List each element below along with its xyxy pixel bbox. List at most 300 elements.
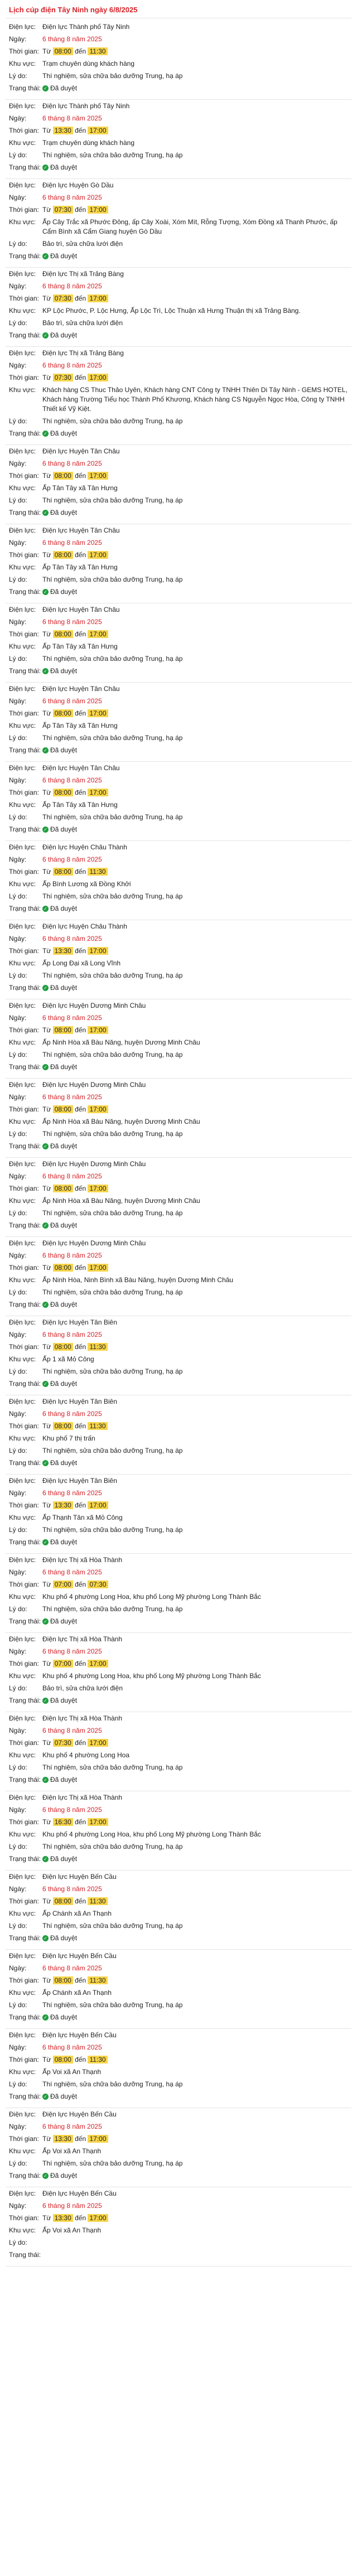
ngay-value: 6 tháng 8 năm 2025 — [42, 1331, 102, 1338]
status-text: Đã duyệt — [50, 84, 78, 92]
khu-vuc-value: Khu phố 4 phường Long Hoa, khu phố Long Mỹ phường Long Thành Bắc — [42, 1672, 261, 1680]
khu-vuc-value: Ấp Thạnh Tân xã Mỏ Công — [42, 1514, 123, 1521]
time-from: 13:30 — [53, 2135, 73, 2143]
row-ngay — [9, 1013, 348, 1023]
den-label: đến — [75, 2135, 86, 2143]
check-circle-icon: ✓ — [42, 1698, 49, 1704]
ly-do-label: Lý do: — [9, 1684, 27, 1692]
row-ly-do — [9, 1050, 348, 1060]
den-label: đến — [75, 472, 86, 480]
ly-do-value: Thí nghiệm, sửa chữa bảo dưỡng Trung, hạ áp — [42, 72, 183, 80]
check-circle-icon: ✓ — [42, 1302, 49, 1308]
ly-do-label: Lý do: — [9, 892, 27, 900]
row-dien-luc — [9, 1239, 348, 1248]
thoi-gian-label: Thời gian: — [9, 2214, 39, 2222]
thoi-gian-label: Thời gian: — [9, 472, 39, 480]
thoi-gian-value — [42, 867, 348, 877]
den-label: đến — [75, 1105, 86, 1113]
outage-record — [6, 841, 351, 920]
outage-record — [6, 1079, 351, 1158]
time-from: 07:30 — [53, 1739, 73, 1747]
ly-do-value: Thí nghiệm, sửa chữa bảo dưỡng Trung, hạ áp — [42, 1922, 183, 1930]
dien-luc-value: Điện lực Thành phố Tây Ninh — [42, 23, 130, 31]
row-trang-thai — [9, 252, 348, 261]
den-label: đến — [75, 551, 86, 559]
row-dien-luc — [9, 1080, 348, 1090]
row-trang-thai — [9, 163, 348, 172]
outage-record — [6, 1633, 351, 1712]
dien-luc-label: Điện lực: — [9, 685, 36, 693]
check-circle-icon: ✓ — [42, 747, 49, 753]
thoi-gian-label: Thời gian: — [9, 1026, 39, 1034]
status-text: Đã duyệt — [50, 905, 78, 912]
row-khu-vuc — [9, 1988, 348, 1998]
status-text: Đã duyệt — [50, 825, 78, 833]
check-circle-icon: ✓ — [42, 1935, 49, 1941]
thoi-gian-value — [42, 1105, 348, 1114]
ly-do-label: Lý do: — [9, 1130, 27, 1138]
time-from: 13:30 — [53, 127, 73, 134]
ngay-value: 6 tháng 8 năm 2025 — [42, 1806, 102, 1814]
tu-label: Từ — [42, 947, 51, 955]
row-ly-do — [9, 1209, 348, 1218]
row-khu-vuc — [9, 484, 348, 493]
tu-label: Từ — [42, 206, 51, 214]
status-badge — [42, 429, 348, 438]
ly-do-label: Lý do: — [9, 734, 27, 742]
ly-do-value: Thí nghiệm, sửa chữa bảo dưỡng Trung, hạ áp — [42, 972, 183, 979]
time-to: 11:30 — [88, 47, 107, 55]
row-khu-vuc — [9, 218, 348, 236]
dien-luc-label: Điện lực: — [9, 1239, 36, 1247]
row-khu-vuc — [9, 1592, 348, 1602]
thoi-gian-value — [42, 1818, 348, 1827]
den-label: đến — [75, 127, 86, 134]
time-from: 08:00 — [53, 1264, 73, 1272]
trang-thai-label: Trạng thái: — [9, 1301, 41, 1308]
ngay-value: 6 tháng 8 năm 2025 — [42, 460, 102, 467]
check-circle-icon: ✓ — [42, 85, 49, 91]
time-to: 11:30 — [88, 1897, 107, 1905]
ngay-label: Ngày: — [9, 1014, 27, 1022]
check-circle-icon: ✓ — [42, 2094, 49, 2100]
outage-record — [6, 1871, 351, 1950]
row-thoi-gian — [9, 1263, 348, 1273]
check-circle-icon: ✓ — [42, 1539, 49, 1545]
check-circle-icon: ✓ — [42, 1143, 49, 1149]
ly-do-value: Thí nghiệm, sửa chữa bảo dưỡng Trung, hạ áp — [42, 1447, 183, 1454]
time-to: 11:30 — [88, 1422, 107, 1430]
check-circle-icon: ✓ — [42, 1460, 49, 1466]
row-dien-luc — [9, 1001, 348, 1011]
khu-vuc-label: Khu vực: — [9, 1672, 36, 1680]
khu-vuc-label: Khu vực: — [9, 1751, 36, 1759]
outage-record — [6, 2029, 351, 2108]
khu-vuc-value: Khu phố 4 phường Long Hoa, khu phố Long Mỹ phường Long Thành Bắc — [42, 1593, 261, 1601]
ly-do-value: Thí nghiệm, sửa chữa bảo dưỡng Trung, hạ áp — [42, 2080, 183, 2088]
check-circle-icon: ✓ — [42, 1618, 49, 1625]
row-trang-thai — [9, 746, 348, 755]
trang-thai-label: Trạng thái: — [9, 1142, 41, 1150]
thoi-gian-label: Thời gian: — [9, 127, 39, 134]
time-from: 13:30 — [53, 947, 73, 955]
dien-luc-value: Điện lực Huyện Tân Châu — [42, 447, 120, 455]
row-ly-do — [9, 1921, 348, 1931]
time-from: 07:30 — [53, 374, 73, 381]
thoi-gian-value — [42, 1738, 348, 1748]
time-to: 17:00 — [88, 294, 108, 302]
ly-do-value: Bảo trì, sửa chữa lưới điện — [42, 319, 123, 327]
ly-do-label: Lý do: — [9, 417, 27, 425]
thoi-gian-label: Thời gian: — [9, 1264, 39, 1272]
outage-record — [6, 603, 351, 683]
row-ly-do — [9, 1288, 348, 1297]
status-text: Đã duyệt — [50, 1301, 78, 1308]
thoi-gian-value — [42, 1897, 348, 1906]
ngay-value: 6 tháng 8 năm 2025 — [42, 856, 102, 863]
ngay-value: 6 tháng 8 năm 2025 — [42, 1489, 102, 1497]
trang-thai-label: Trạng thái: — [9, 1380, 41, 1388]
tu-label: Từ — [42, 1897, 51, 1905]
dien-luc-label: Điện lực: — [9, 1873, 36, 1881]
outage-record — [6, 920, 351, 999]
status-badge — [42, 1854, 348, 1864]
khu-vuc-label: Khu vực: — [9, 722, 36, 729]
status-text: Đã duyệt — [50, 331, 78, 339]
status-badge — [42, 1221, 348, 1230]
ngay-value: 6 tháng 8 năm 2025 — [42, 1727, 102, 1734]
row-ngay — [9, 1488, 348, 1498]
trang-thai-label: Trạng thái: — [9, 984, 41, 992]
row-trang-thai — [9, 1221, 348, 1230]
ngay-label: Ngày: — [9, 1251, 27, 1259]
check-circle-icon: ✓ — [42, 332, 49, 339]
row-thoi-gian — [9, 709, 348, 718]
row-khu-vuc — [9, 2226, 348, 2235]
row-thoi-gian — [9, 1342, 348, 1352]
dien-luc-value: Điện lực Thị xã Trảng Bàng — [42, 349, 124, 357]
row-khu-vuc — [9, 721, 348, 731]
ly-do-label: Lý do: — [9, 240, 27, 248]
khu-vuc-value: Ấp Tân Tây xã Tân Hưng — [42, 484, 118, 492]
status-text: Đã duyệt — [50, 1459, 78, 1467]
tu-label: Từ — [42, 2056, 51, 2063]
ngay-value: 6 tháng 8 năm 2025 — [42, 1647, 102, 1655]
ngay-value: 6 tháng 8 năm 2025 — [42, 1410, 102, 1418]
ly-do-value: Thí nghiệm, sửa chữa bảo dưỡng Trung, hạ áp — [42, 2159, 183, 2167]
ly-do-label: Lý do: — [9, 496, 27, 504]
khu-vuc-label: Khu vực: — [9, 1276, 36, 1284]
khu-vuc-label: Khu vực: — [9, 139, 36, 147]
khu-vuc-label: Khu vực: — [9, 386, 36, 394]
trang-thai-label: Trạng thái: — [9, 1063, 41, 1071]
ngay-label: Ngày: — [9, 856, 27, 863]
ngay-value: 6 tháng 8 năm 2025 — [42, 935, 102, 943]
status-badge — [42, 2013, 348, 2022]
tu-label: Từ — [42, 294, 51, 302]
row-khu-vuc — [9, 138, 348, 148]
khu-vuc-value: Ấp Chánh xã An Thạnh — [42, 1910, 112, 1917]
thoi-gian-label: Thời gian: — [9, 630, 39, 638]
row-ly-do — [9, 1446, 348, 1456]
status-badge — [42, 1538, 348, 1547]
row-ngay — [9, 934, 348, 944]
time-to: 11:30 — [88, 2056, 107, 2063]
dien-luc-label: Điện lực: — [9, 1318, 36, 1326]
trang-thai-label: Trạng thái: — [9, 825, 41, 833]
status-badge — [42, 508, 348, 518]
dien-luc-value: Điện lực Huyện Bến Cầu — [42, 2110, 117, 2118]
time-to: 17:00 — [88, 1026, 108, 1034]
dien-luc-value: Điện lực Huyện Tân Châu — [42, 526, 120, 534]
ngay-label: Ngày: — [9, 539, 27, 547]
row-ngay — [9, 282, 348, 291]
row-ly-do — [9, 2080, 348, 2089]
ly-do-value: Thí nghiệm, sửa chữa bảo dưỡng Trung, hạ áp — [42, 655, 183, 663]
status-text: Đã duyệt — [50, 1063, 78, 1071]
row-ngay — [9, 114, 348, 123]
dien-luc-value: Điện lực Huyện Dương Minh Châu — [42, 1002, 146, 1009]
row-dien-luc — [9, 605, 348, 615]
thoi-gian-value — [42, 1659, 348, 1669]
row-trang-thai — [9, 825, 348, 834]
dien-luc-value: Điện lực Thị xã Hòa Thành — [42, 1714, 122, 1722]
time-from: 08:00 — [53, 2056, 73, 2063]
thoi-gian-label: Thời gian: — [9, 551, 39, 559]
khu-vuc-label: Khu vực: — [9, 1434, 36, 1442]
row-dien-luc — [9, 922, 348, 931]
dien-luc-label: Điện lực: — [9, 1002, 36, 1009]
row-ngay — [9, 1884, 348, 1894]
time-from: 08:00 — [53, 1105, 73, 1113]
status-text: Đã duyệt — [50, 1855, 78, 1863]
ngay-value: 6 tháng 8 năm 2025 — [42, 1014, 102, 1022]
time-to: 17:00 — [88, 1501, 108, 1509]
row-thoi-gian — [9, 1105, 348, 1114]
dien-luc-label: Điện lực: — [9, 1477, 36, 1485]
trang-thai-label: Trạng thái: — [9, 2013, 41, 2021]
khu-vuc-value: Ấp Voi xã An Thạnh — [42, 2226, 102, 2234]
thoi-gian-value — [42, 788, 348, 798]
check-circle-icon: ✓ — [42, 431, 49, 437]
den-label: đến — [75, 294, 86, 302]
row-dien-luc — [9, 2110, 348, 2119]
ngay-value: 6 tháng 8 năm 2025 — [42, 1093, 102, 1101]
den-label: đến — [75, 1026, 86, 1034]
tu-label: Từ — [42, 1026, 51, 1034]
den-label: đến — [75, 2214, 86, 2222]
thoi-gian-value — [42, 1026, 348, 1035]
status-text: Đã duyệt — [50, 1380, 78, 1388]
den-label: đến — [75, 789, 86, 796]
khu-vuc-label: Khu vực: — [9, 1514, 36, 1521]
status-badge — [42, 904, 348, 914]
row-thoi-gian — [9, 1818, 348, 1827]
dien-luc-label: Điện lực: — [9, 2031, 36, 2039]
status-badge — [42, 2092, 348, 2101]
row-khu-vuc — [9, 1751, 348, 1760]
ngay-label: Ngày: — [9, 1806, 27, 1814]
trang-thai-label: Trạng thái: — [9, 331, 41, 339]
dien-luc-label: Điện lực: — [9, 270, 36, 278]
tu-label: Từ — [42, 1739, 51, 1747]
trang-thai-label: Trạng thái: — [9, 1697, 41, 1704]
ngay-value: 6 tháng 8 năm 2025 — [42, 2202, 102, 2210]
row-dien-luc — [9, 2031, 348, 2040]
trang-thai-label: Trạng thái: — [9, 1617, 41, 1625]
status-text: Đã duyệt — [50, 1697, 78, 1704]
row-thoi-gian — [9, 1422, 348, 1431]
ly-do-value: Thí nghiệm, sửa chữa bảo dưỡng Trung, hạ áp — [42, 734, 183, 742]
row-khu-vuc — [9, 1434, 348, 1443]
khu-vuc-value: Ấp 1 xã Mỏ Công — [42, 1355, 94, 1363]
ly-do-value: Thí nghiệm, sửa chữa bảo dưỡng Trung, hạ áp — [42, 1605, 183, 1613]
row-thoi-gian — [9, 47, 348, 56]
trang-thai-label: Trạng thái: — [9, 84, 41, 92]
ly-do-value: Bảo trì, sửa chữa lưới điện — [42, 240, 123, 248]
ly-do-label: Lý do: — [9, 151, 27, 159]
trang-thai-label: Trạng thái: — [9, 2251, 41, 2259]
thoi-gian-value — [42, 709, 348, 718]
status-text: Đã duyệt — [50, 1538, 78, 1546]
row-dien-luc — [9, 1951, 348, 1961]
khu-vuc-label: Khu vực: — [9, 2068, 36, 2076]
row-khu-vuc — [9, 1275, 348, 1285]
khu-vuc-value: Trạm chuyên dùng khách hàng — [42, 60, 134, 67]
status-text: Đã duyệt — [50, 1934, 78, 1942]
ly-do-value: Thí nghiệm, sửa chữa bảo dưỡng Trung, hạ áp — [42, 813, 183, 821]
outage-record — [6, 2187, 351, 2266]
row-trang-thai — [9, 1300, 348, 1309]
tu-label: Từ — [42, 789, 51, 796]
time-to: 11:30 — [88, 868, 107, 876]
khu-vuc-label: Khu vực: — [9, 959, 36, 967]
check-circle-icon: ✓ — [42, 906, 49, 912]
ly-do-label: Lý do: — [9, 1605, 27, 1613]
row-ly-do — [9, 813, 348, 822]
check-circle-icon: ✓ — [42, 827, 49, 833]
khu-vuc-value: Ấp Long Đại xã Long Vĩnh — [42, 959, 121, 967]
den-label: đến — [75, 47, 86, 55]
thoi-gian-label: Thời gian: — [9, 206, 39, 214]
ly-do-label: Lý do: — [9, 2080, 27, 2088]
row-ngay — [9, 1251, 348, 1260]
time-to: 17:00 — [88, 789, 108, 796]
dien-luc-value: Điện lực Huyện Dương Minh Châu — [42, 1239, 146, 1247]
khu-vuc-value: Ấp Ninh Hòa xã Bàu Năng, huyện Dương Minh Châu — [42, 1038, 200, 1046]
row-ly-do — [9, 151, 348, 160]
row-dien-luc — [9, 349, 348, 358]
ngay-label: Ngày: — [9, 1331, 27, 1338]
trang-thai-label: Trạng thái: — [9, 1855, 41, 1863]
status-badge — [42, 1062, 348, 1072]
ly-do-label: Lý do: — [9, 2001, 27, 2009]
khu-vuc-label: Khu vực: — [9, 1197, 36, 1205]
row-thoi-gian — [9, 471, 348, 481]
row-khu-vuc — [9, 59, 348, 69]
dien-luc-label: Điện lực: — [9, 526, 36, 534]
thoi-gian-label: Thời gian: — [9, 1185, 39, 1192]
time-to: 17:00 — [88, 1660, 108, 1668]
row-ngay — [9, 1568, 348, 1577]
row-dien-luc — [9, 22, 348, 32]
status-badge — [42, 1379, 348, 1389]
row-ly-do — [9, 892, 348, 901]
row-dien-luc — [9, 1635, 348, 1644]
row-ngay — [9, 776, 348, 785]
row-trang-thai — [9, 2171, 348, 2181]
row-ngay — [9, 361, 348, 370]
row-khu-vuc — [9, 1196, 348, 1206]
dien-luc-label: Điện lực: — [9, 764, 36, 772]
time-from: 08:00 — [53, 789, 73, 796]
thoi-gian-value — [42, 1580, 348, 1589]
khu-vuc-label: Khu vực: — [9, 563, 36, 571]
thoi-gian-value — [42, 550, 348, 560]
row-ngay — [9, 697, 348, 706]
status-text: Đã duyệt — [50, 163, 78, 171]
status-text: Đã duyệt — [50, 1776, 78, 1784]
row-dien-luc — [9, 763, 348, 773]
khu-vuc-value: Ấp Bình Lương xã Đồng Khởi — [42, 880, 131, 888]
tu-label: Từ — [42, 1264, 51, 1272]
thoi-gian-value — [42, 1342, 348, 1352]
status-text: Đã duyệt — [50, 252, 78, 260]
dien-luc-value: Điện lực Huyện Châu Thành — [42, 843, 127, 851]
thoi-gian-label: Thời gian: — [9, 2056, 39, 2063]
tu-label: Từ — [42, 1185, 51, 1192]
ngay-label: Ngày: — [9, 2202, 27, 2210]
ngay-value: 6 tháng 8 năm 2025 — [42, 114, 102, 122]
tu-label: Từ — [42, 374, 51, 381]
row-khu-vuc — [9, 1117, 348, 1127]
time-from: 08:00 — [53, 630, 73, 638]
ly-do-value: Thí nghiệm, sửa chữa bảo dưỡng Trung, hạ áp — [42, 1763, 183, 1771]
dien-luc-label: Điện lực: — [9, 1794, 36, 1801]
thoi-gian-label: Thời gian: — [9, 1818, 39, 1826]
tu-label: Từ — [42, 1422, 51, 1430]
dien-luc-label: Điện lực: — [9, 1714, 36, 1722]
ngay-value: 6 tháng 8 năm 2025 — [42, 1568, 102, 1576]
tu-label: Từ — [42, 1343, 51, 1351]
trang-thai-label: Trạng thái: — [9, 1776, 41, 1784]
thoi-gian-label: Thời gian: — [9, 1739, 39, 1747]
ly-do-label: Lý do: — [9, 576, 27, 583]
trang-thai-label: Trạng thái: — [9, 429, 41, 437]
row-thoi-gian — [9, 294, 348, 303]
ly-do-value: Thí nghiệm, sửa chữa bảo dưỡng Trung, hạ áp — [42, 2001, 183, 2009]
thoi-gian-label: Thời gian: — [9, 47, 39, 55]
outage-record — [6, 999, 351, 1079]
status-text: Đã duyệt — [50, 429, 78, 437]
tu-label: Từ — [42, 47, 51, 55]
thoi-gian-value — [42, 630, 348, 639]
thoi-gian-label: Thời gian: — [9, 1105, 39, 1113]
ngay-value: 6 tháng 8 năm 2025 — [42, 2123, 102, 2130]
thoi-gian-value — [42, 2213, 348, 2223]
row-ly-do — [9, 496, 348, 505]
ngay-label: Ngày: — [9, 1885, 27, 1893]
ngay-label: Ngày: — [9, 618, 27, 626]
check-circle-icon: ✓ — [42, 668, 49, 674]
outage-record — [6, 2108, 351, 2187]
khu-vuc-label: Khu vực: — [9, 484, 36, 492]
tu-label: Từ — [42, 709, 51, 717]
check-circle-icon: ✓ — [42, 589, 49, 595]
row-ngay — [9, 1726, 348, 1736]
dien-luc-label: Điện lực: — [9, 843, 36, 851]
time-from: 07:30 — [53, 294, 73, 302]
